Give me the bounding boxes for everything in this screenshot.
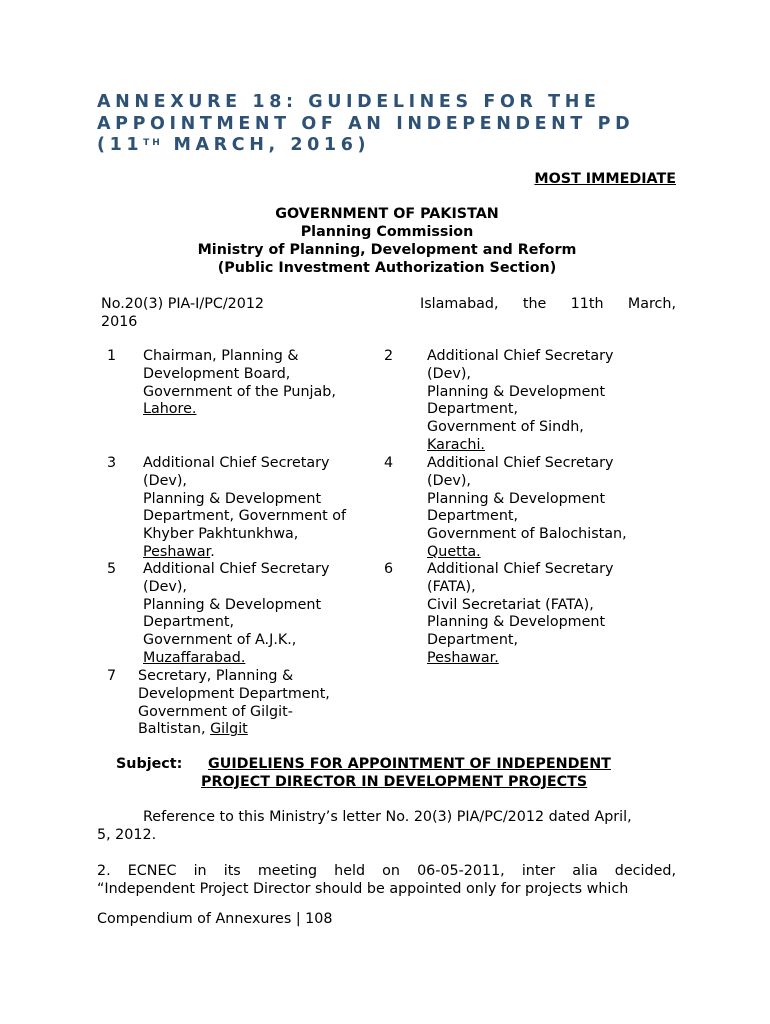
addressee-4 bbox=[427, 455, 627, 562]
paragraph-2-line-2: “Independent Project Director should be appointed only for projects which bbox=[97, 881, 629, 897]
address-line: Government of Gilgit- bbox=[138, 703, 293, 720]
addressee-number: 7 bbox=[107, 668, 117, 684]
addressee-number: 2 bbox=[384, 348, 394, 364]
address-line: Planning & Development bbox=[143, 490, 322, 507]
addressee-number: 6 bbox=[384, 561, 394, 577]
para-word: decided, bbox=[614, 863, 676, 879]
address-line: Government of Balochistan, bbox=[427, 526, 627, 543]
para-word: on bbox=[382, 863, 400, 879]
title-superscript: TH bbox=[143, 138, 163, 148]
title-line-3-start: (11 bbox=[97, 135, 144, 155]
place-word: the bbox=[522, 296, 547, 312]
addressee-number: 5 bbox=[107, 561, 117, 577]
address-line: Government of Sindh, bbox=[427, 419, 584, 436]
address-line: Planning & Development bbox=[427, 614, 606, 631]
paragraph-2-line-1 bbox=[97, 863, 676, 881]
address-line: Government of the Punjab, bbox=[143, 383, 336, 400]
reference-number: No.20(3) PIA-I/PC/2012 bbox=[101, 296, 265, 312]
para-word: 2. bbox=[97, 863, 111, 879]
address-line: Planning & Development bbox=[143, 596, 322, 613]
addressee-5 bbox=[143, 561, 330, 668]
header-commission: Planning Commission bbox=[300, 224, 474, 240]
address-line: Department, bbox=[143, 614, 235, 631]
address-line: (Dev), bbox=[427, 472, 471, 489]
para-word: in bbox=[193, 863, 207, 879]
address-line: (Dev), bbox=[143, 472, 187, 489]
priority-label: MOST IMMEDIATE bbox=[534, 171, 676, 187]
header-ministry: Ministry of Planning, Development and Reform bbox=[197, 242, 577, 258]
title-line-3 bbox=[97, 135, 697, 157]
para-word: held bbox=[334, 863, 366, 879]
address-city-line bbox=[138, 721, 330, 739]
address-city: Gilgit bbox=[210, 721, 248, 738]
title-line-3-end: MARCH, 2016) bbox=[162, 135, 371, 155]
address-line: Chairman, Planning & bbox=[143, 348, 299, 364]
address-city: Peshawar. bbox=[427, 649, 499, 666]
para-word: its bbox=[223, 863, 241, 879]
address-line: Department, bbox=[427, 401, 519, 418]
address-line: (Dev), bbox=[143, 578, 187, 595]
addressee-1 bbox=[143, 348, 336, 419]
place-word: Islamabad, bbox=[420, 296, 499, 312]
address-line: Development Department, bbox=[138, 685, 330, 702]
subject-label: Subject: bbox=[116, 756, 183, 772]
address-line: Baltistan, bbox=[138, 721, 211, 738]
addressee-3 bbox=[143, 455, 346, 562]
address-line: Planning & Development bbox=[427, 383, 606, 400]
para-word: inter bbox=[521, 863, 556, 879]
address-line: Department, bbox=[427, 632, 519, 649]
address-line: Development Board, bbox=[143, 365, 291, 382]
address-line: Additional Chief Secretary bbox=[143, 561, 330, 577]
address-line: Civil Secretariat (FATA), bbox=[427, 596, 594, 613]
annexure-title bbox=[97, 92, 697, 157]
address-city: Muzaffarabad. bbox=[143, 649, 246, 666]
header-section: (Public Investment Authorization Section) bbox=[217, 260, 557, 276]
address-line: Planning & Development bbox=[427, 490, 606, 507]
address-line: Khyber Pakhtunkhwa, bbox=[143, 526, 299, 543]
address-line: Additional Chief Secretary bbox=[427, 561, 614, 577]
place-date bbox=[420, 296, 676, 314]
subject-line-1: GUIDELIENS FOR APPOINTMENT OF INDEPENDENT bbox=[208, 756, 611, 772]
para-word: ECNEC bbox=[127, 863, 177, 879]
address-line: Additional Chief Secretary bbox=[427, 348, 614, 364]
address-line: Additional Chief Secretary bbox=[143, 455, 330, 471]
place-word: March, bbox=[627, 296, 676, 312]
address-line: Department, bbox=[427, 508, 519, 525]
para-word: 06-05-2011, bbox=[417, 863, 505, 879]
title-line-2: APPOINTMENT OF AN INDEPENDENT PD bbox=[97, 113, 635, 134]
address-trail: . bbox=[210, 543, 215, 560]
subject-line-2: PROJECT DIRECTOR IN DEVELOPMENT PROJECTS bbox=[201, 774, 588, 790]
place-word: 11th bbox=[570, 296, 604, 312]
address-line: Department, Government of bbox=[143, 508, 347, 525]
addressee-number: 1 bbox=[107, 348, 117, 364]
address-city: Quetta. bbox=[427, 543, 481, 560]
reference-paragraph-line-2: 5, 2012. bbox=[97, 827, 157, 843]
address-line: (FATA), bbox=[427, 578, 476, 595]
para-word: meeting bbox=[257, 863, 318, 879]
addressee-7 bbox=[138, 668, 330, 739]
addressee-6 bbox=[427, 561, 614, 668]
addressee-number: 4 bbox=[384, 455, 394, 471]
addressee-number: 3 bbox=[107, 455, 117, 471]
page-footer: Compendium of Annexures | 108 bbox=[97, 911, 333, 927]
header-government: GOVERNMENT OF PAKISTAN bbox=[275, 206, 499, 222]
address-city: Karachi. bbox=[427, 436, 485, 453]
address-city: Peshawar bbox=[143, 543, 211, 560]
reference-paragraph-line-1: Reference to this Ministry’s letter No. 20(3) PIA/PC/2012 dated April, bbox=[143, 809, 632, 825]
address-city-line bbox=[143, 544, 346, 562]
reference-year: 2016 bbox=[101, 314, 138, 330]
title-line-1: ANNEXURE 18: GUIDELINES FOR THE bbox=[97, 92, 601, 112]
address-line: Secretary, Planning & bbox=[138, 668, 294, 684]
addressee-2 bbox=[427, 348, 614, 455]
para-word: alia bbox=[572, 863, 598, 879]
address-city: Lahore. bbox=[143, 401, 197, 418]
address-line: Government of A.J.K., bbox=[143, 632, 297, 649]
address-line: (Dev), bbox=[427, 365, 471, 382]
address-line: Additional Chief Secretary bbox=[427, 455, 614, 471]
